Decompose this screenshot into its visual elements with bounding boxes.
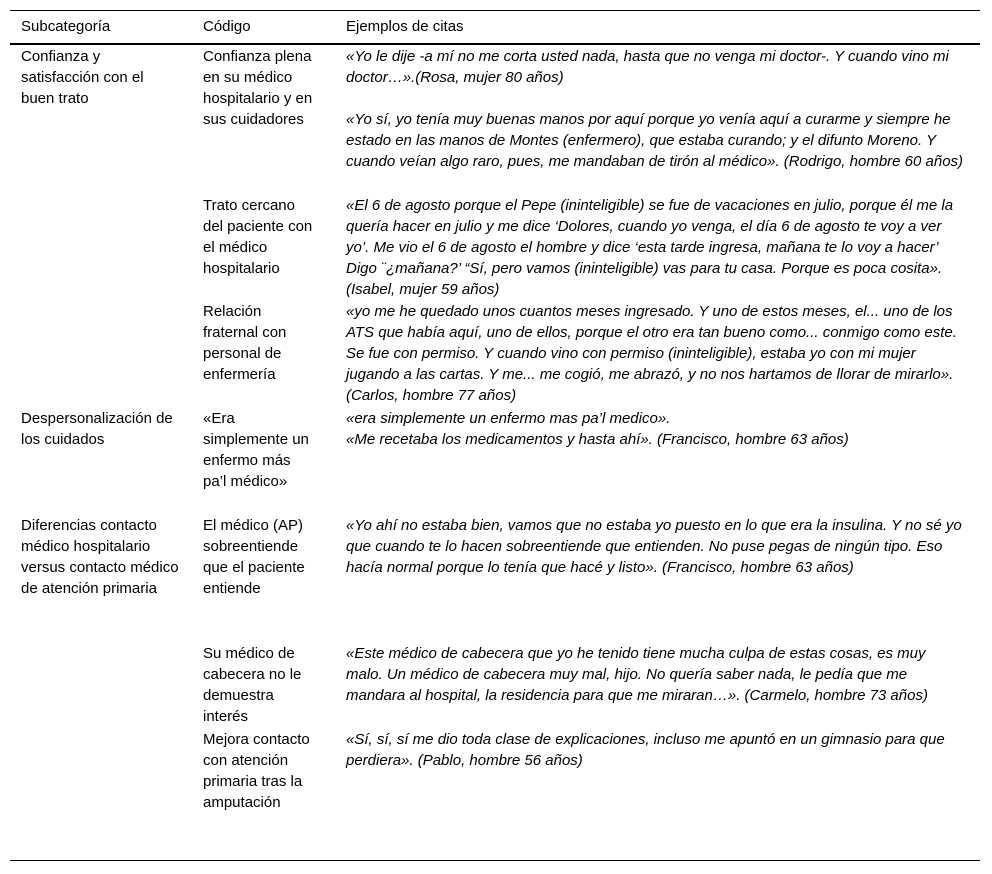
quote-cell: «Yo le dije -a mí no me corta usted nada, hasta que no venga mi doctor-. Y cuando vino mi doctor…».(Rosa, mujer 80 años) — [346, 48, 949, 86]
header-quotes: Ejemplos de citas — [346, 18, 464, 35]
code-cell: Relación fraternal con personal de enfermería — [203, 303, 287, 383]
code-cell: Su médico de cabecera no le demuestra interés — [203, 645, 302, 725]
quote-cell: «Yo sí, yo tenía muy buenas manos por aquí porque yo venía aquí a curarme y siempre he estado en las manos de Montes (enfermero), que estaba curando; y el difunto Moreno. Y cuando veían algo raro, pues, me mandaban de tirón al médico». (Rodrigo, hombre 60 años) — [346, 111, 964, 170]
subcategory-cell: Confianza y satisfacción con el buen trato — [21, 48, 144, 107]
subcategory-cell: Despersonalización de los cuidados — [21, 410, 173, 448]
header-subcategory: Subcategoría — [21, 18, 111, 35]
code-cell: El médico (AP) sobreentiende que el paciente entiende — [203, 517, 305, 597]
code-cell: Confianza plena en su médico hospitalario y en sus cuidadores — [203, 48, 313, 128]
table-top-rule — [10, 10, 980, 11]
quote-cell: «yo me he quedado unos cuantos meses ingresado. Y uno de estos meses, el... uno de los ATS que había aquí, uno de ellos, porque el otro era tan bueno como... conmigo como este. Se fue con permiso. Y cuando vino con permiso (ininteligible), estaba yo con mi mujer jugando a las cartas. Y me... me cogió, me abrazó, y no nos hartamos de llorar de mirarlo». (Carlos, hombre 77 años) — [346, 303, 957, 404]
quote-cell: «era simplemente un enfermo mas pa’l medico». — [346, 410, 671, 427]
code-cell: Trato cercano del paciente con el médico hospitalario — [203, 197, 313, 277]
header-rule — [10, 43, 980, 45]
quote-cell: «Este médico de cabecera que yo he tenido tiene mucha culpa de estas cosas, es muy malo. Un médico de cabecera muy mal, hijo. No quería saber nada, le pedía que me mandara al hospital, la residencia para que me miraran…». (Carmelo, hombre 73 años) — [346, 645, 928, 704]
code-cell: Mejora contacto con atención primaria tras la amputación — [203, 731, 310, 811]
quote-cell: «El 6 de agosto porque el Pepe (ininteligible) se fue de vacaciones en julio, porque él me la quería hacer en julio y me dice ‘Dolores, cuando yo venga, el día 6 de agosto te voy a ver yo’. Me vio el 6 de agosto el hombre y dice ‘esta tarde ingresa, mañana te lo voy a hacer’ Digo ¨¿mañana?’ “Sí, pero vamos (ininteligible) vas para tu casa. Porque es poca cosita». (Isabel, mujer 59 años) — [346, 197, 954, 298]
quote-cell: «Yo ahí no estaba bien, vamos que no estaba yo puesto en lo que era la insulina. Y no sé yo que cuando te lo hacen sobreentiende que entienden. No puse pegas de ningún tipo. Eso hacía normal porque lo tenía que hacé y listo». (Francisco, hombre 63 años) — [346, 517, 962, 576]
table-bottom-rule — [10, 860, 980, 861]
header-code: Código — [203, 18, 251, 35]
subcategory-cell: Diferencias contacto médico hospitalario versus contacto médico de atención primaria — [21, 517, 179, 597]
code-cell: «Era simplemente un enfermo más pa’l médico» — [203, 410, 309, 490]
quote-cell: «Me recetaba los medicamentos y hasta ahí». (Francisco, hombre 63 años) — [346, 431, 849, 448]
quote-cell: «Sí, sí, sí me dio toda clase de explicaciones, incluso me apuntó en un gimnasio para que perdiera». (Pablo, hombre 56 años) — [346, 731, 945, 769]
